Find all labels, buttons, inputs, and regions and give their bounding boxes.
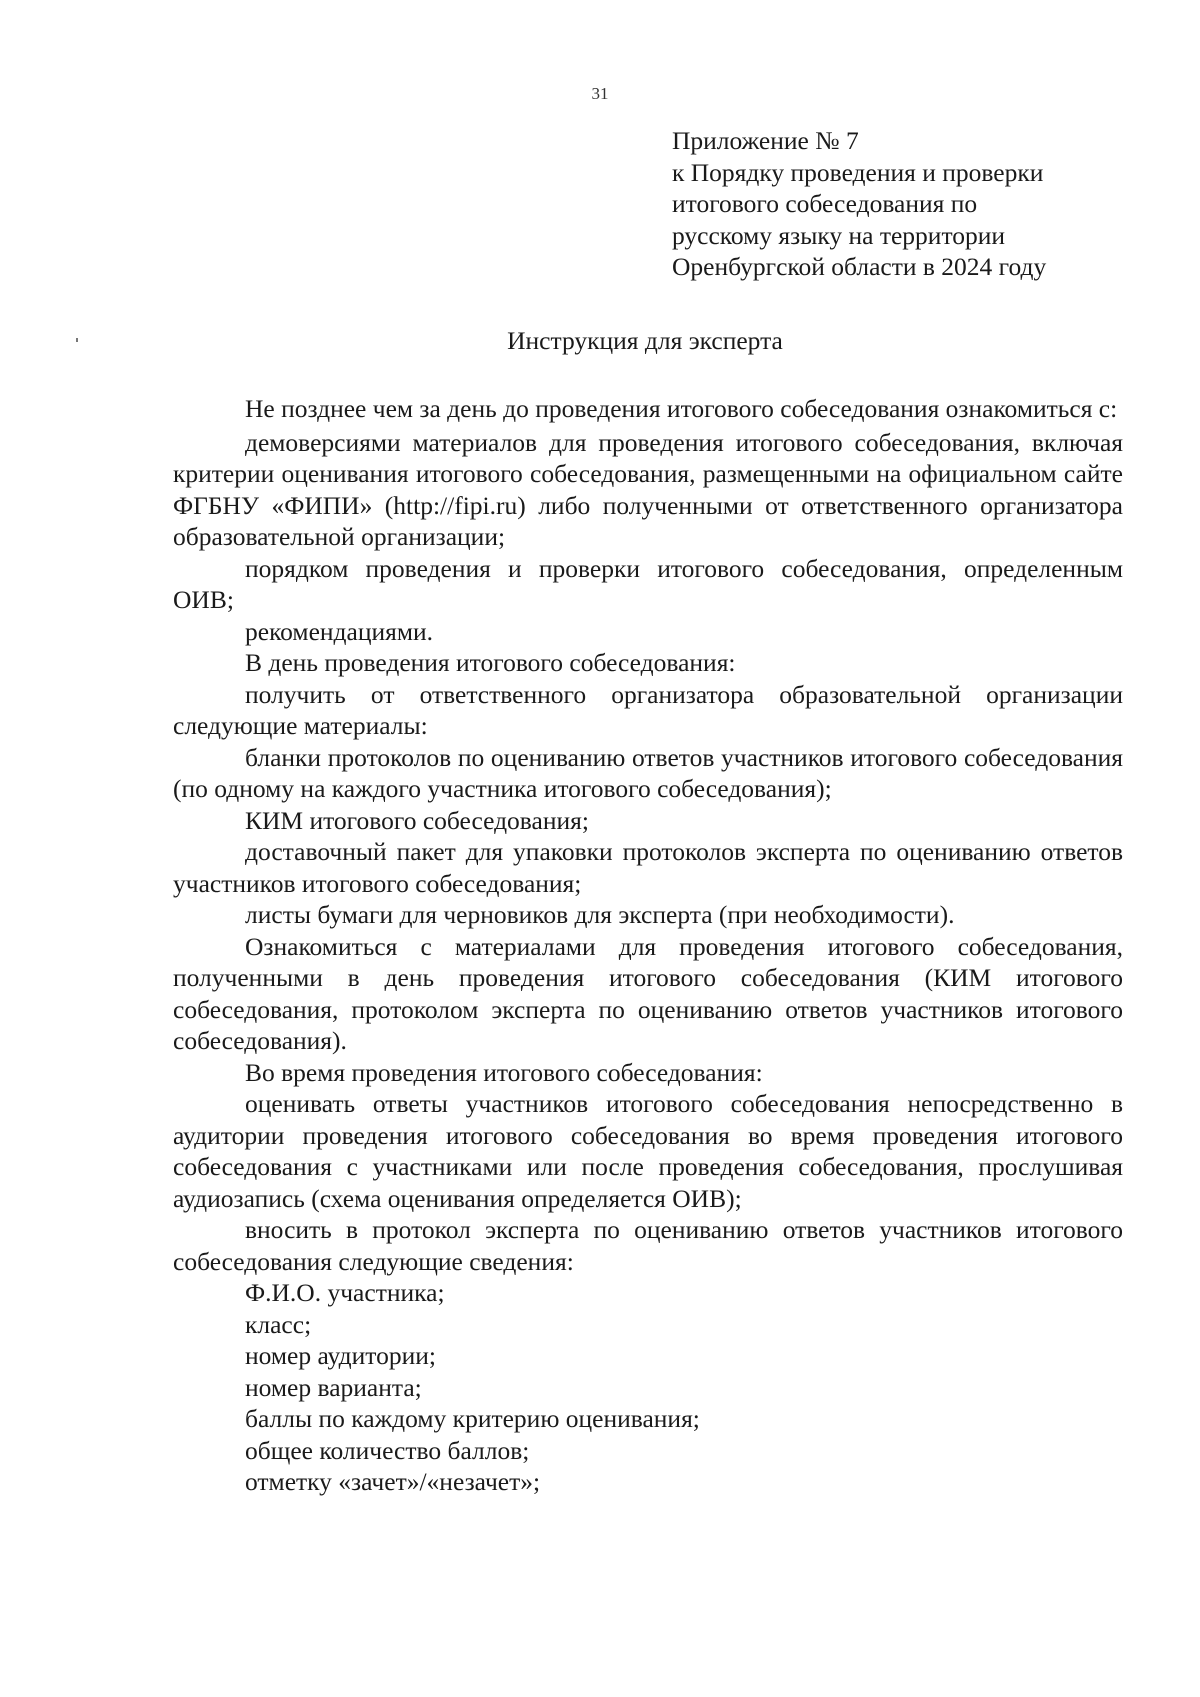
paragraph: листы бумаги для черновиков для эксперта (при необходимости). [245,900,955,929]
paragraph: Во время проведения итогового собеседования: [245,1057,763,1087]
paragraph: порядком проведения и проверки итогового собеседования, определенным ОИВ; [173,553,1123,614]
list-item: номер варианта; [245,1372,422,1402]
document-title: Инструкция для эксперта [507,326,783,355]
paragraph: оценивать ответы участников итогового собеседования непосредственно в аудитории проведения итогового собеседования во время проведения итогового собеседования с участниками или после проведения собеседования, прослушивая аудиозапись (схема оценивания определяется ОИВ); [173,1089,1123,1213]
paragraph: демоверсиями материалов для проведения итогового собеседования, включая критерии оценивания итогового собеседования, размещенными на официальном сайте ФГБНУ «ФИПИ» (http://fipi.ru) либо полученными от ответственного организатора образовательной организации; [173,427,1123,551]
list-item: Ф.И.О. участника; [245,1278,445,1307]
paragraph: доставочный пакет для упаковки протоколов эксперта по оцениванию ответов участников итогового собеседования; [173,837,1123,898]
appendix-header-line: итогового собеседования по [672,189,978,218]
list-item: отметку «зачет»/«незачет»; [245,1467,541,1496]
paragraph: вносить в протокол эксперта по оцениванию ответов участников итогового собеседования следующие сведения: [173,1215,1123,1276]
paragraph: Ознакомиться с материалами для проведения итогового собеседования, полученными в день проведения итогового собеседования (КИМ итогового собеседования, протоколом эксперта по оцениванию ответов участников итогового собеседования). [173,931,1123,1055]
paragraph: рекомендациями. [245,616,434,646]
appendix-header-line: Приложение № 7 [672,126,859,155]
paragraph: бланки протоколов по оцениванию ответов участников итогового собеседования (по одному на каждого участника итогового собеседования); [173,742,1123,803]
paragraph: Не позднее чем за день до проведения итогового собеседования ознакомиться с: [245,394,1118,423]
paragraph: В день проведения итогового собеседования: [245,648,736,677]
list-item: номер аудитории; [245,1341,436,1370]
page-number: 31 [591,84,609,103]
list-item: общее количество баллов; [245,1435,530,1465]
list-item: класс; [245,1309,312,1339]
appendix-header-line: Оренбургской области в 2024 году [672,252,1047,281]
paragraph: получить от ответственного организатора образовательной организации следующие материалы: [173,679,1123,740]
appendix-header-line: к Порядку проведения и проверки [672,157,1044,187]
list-item: баллы по каждому критерию оценивания; [245,1404,700,1433]
paragraph: КИМ итогового собеседования; [245,805,589,835]
appendix-header [672,125,1182,283]
document-body [173,393,1123,1498]
appendix-header-line: русскому языку на территории [672,220,1006,250]
